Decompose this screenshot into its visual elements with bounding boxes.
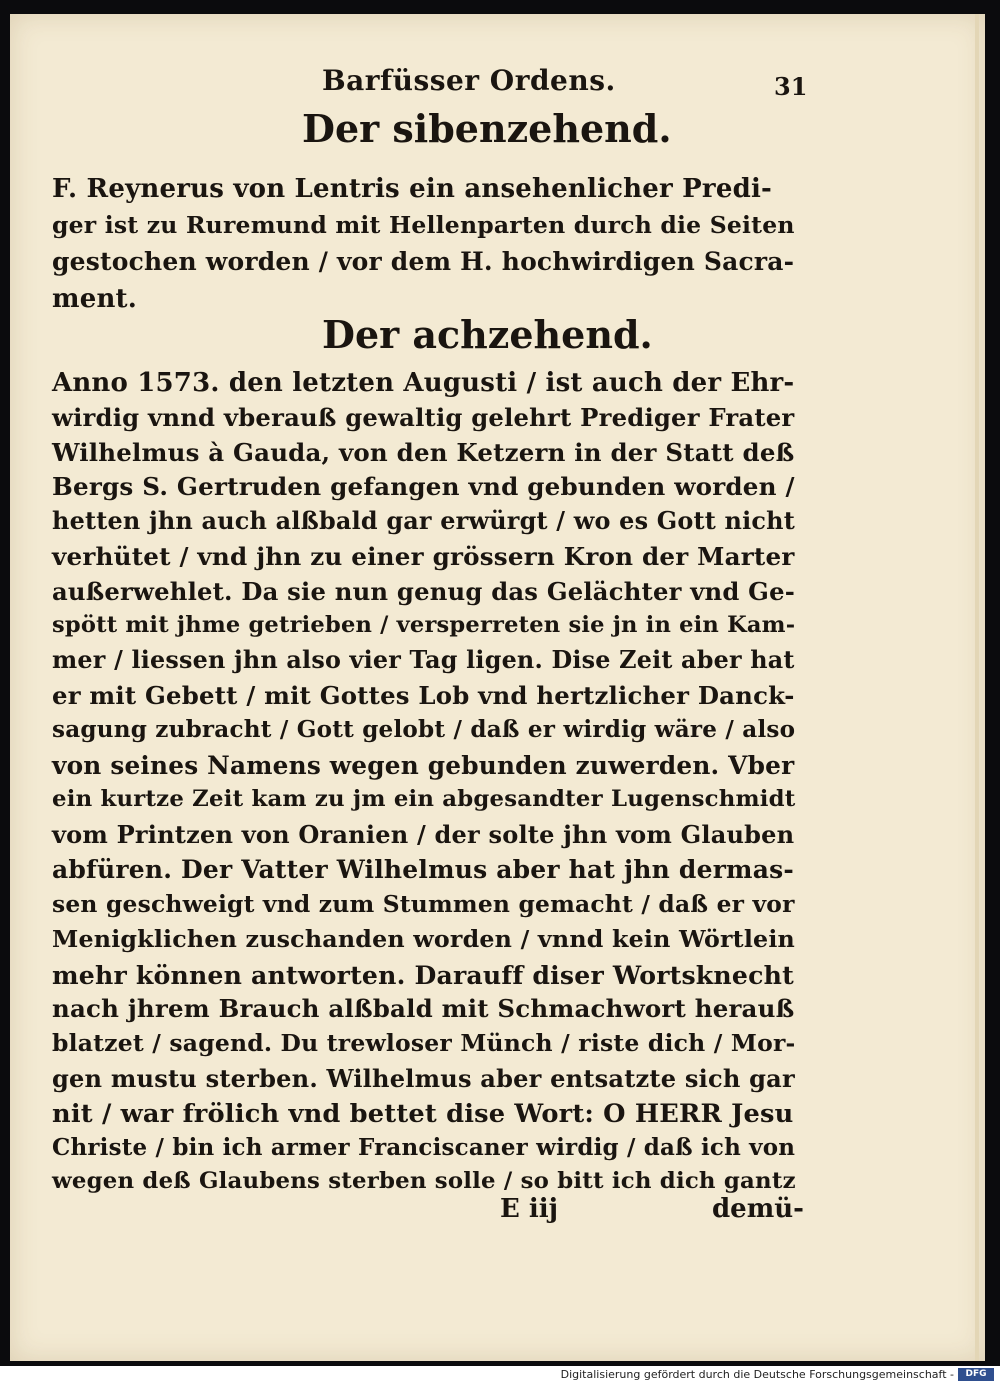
text-line: ment.	[52, 284, 138, 315]
text-line: von seines Namens wegen gebunden zuwerden. Vber	[52, 750, 795, 780]
text-line: er mit Gebett / mit Gottes Lob vnd hertzlicher Danck-	[52, 681, 795, 711]
page-number: 31	[774, 72, 808, 101]
text-line: ein kurtze Zeit kam zu jm ein abgesandter Lugenschmidt	[52, 785, 796, 812]
text-line: hetten jhn auch alßbald gar erwürgt / wo es Gott nicht	[52, 507, 795, 536]
signature-mark: E iij	[500, 1194, 559, 1224]
text-line: wegen deß Glaubens sterben solle / so bitt ich dich gantz	[52, 1168, 796, 1195]
text-line: sagung zubracht / Gott gelobt / daß er wirdig wäre / also	[52, 716, 796, 743]
running-head: Barfüsser Ordens.	[322, 64, 616, 97]
text-line: Wilhelmus à Gauda, von den Ketzern in der Statt deß	[52, 437, 795, 467]
text-line: wirdig vnnd vberauß gewaltig gelehrt Prediger Frater	[52, 402, 795, 432]
text-line: vom Printzen von Oranien / der solte jhn vom Glauben	[52, 820, 795, 850]
text-line: mehr können antworten. Darauff diser Wortsknecht	[52, 959, 794, 990]
text-line: nach jhrem Brauch alßbald mit Schmachwort herauß	[52, 994, 795, 1024]
book-page	[10, 14, 985, 1361]
text-line: gen mustu sterben. Wilhelmus aber entsatzte sich gar	[52, 1064, 795, 1093]
page-footer	[52, 1194, 812, 1230]
text-line: gestochen worden / vor dem H. hochwirdigen Sacra-	[52, 247, 795, 277]
text-line: ger ist zu Ruremund mit Hellenparten durch die Seiten	[52, 210, 795, 239]
text-line: abfüren. Der Vatter Wilhelmus aber hat jhn dermas-	[52, 855, 794, 885]
text-line: außerwehlet. Da sie nun genug das Gelächter vnd Ge-	[52, 576, 796, 606]
credit-bar	[0, 1366, 1000, 1384]
text-line: Christe / bin ich armer Franciscaner wirdig / daß ich von	[52, 1133, 796, 1161]
text-line: nit / war frölich vnd bettet dise Wort: O HERR Jesu	[52, 1098, 794, 1129]
page-edge	[975, 14, 979, 1361]
text-line: F. Reynerus von Lentris ein ansehenlicher Predi-	[52, 174, 773, 204]
text-line: sen geschweigt vnd zum Stummen gemacht / daß er vor	[52, 890, 795, 918]
section-heading: Der achzehend.	[322, 312, 653, 357]
credit-text: Digitalisierung gefördert durch die Deutsche Forschungsgemeinschaft -	[560, 1368, 954, 1381]
text-line: Anno 1573. den letzten Augusti / ist auch der Ehr-	[52, 368, 795, 398]
text-line: Bergs S. Gertruden gefangen vnd gebunden worden /	[52, 472, 795, 502]
text-line: Menigklichen zuschanden worden / vnnd kein Wörtlein	[52, 924, 795, 953]
text-line: spött mit jhme getrieben / versperreten sie jn in ein Kam-	[52, 611, 796, 638]
section-heading: Der sibenzehend.	[302, 106, 672, 151]
catchword: demü-	[712, 1194, 804, 1224]
text-line: verhütet / vnd jhn zu einer grössern Kron der Marter	[52, 542, 795, 571]
text-line: blatzet / sagend. Du trewloser Münch / riste dich / Mor-	[52, 1029, 796, 1058]
text-line: mer / liessen jhn also vier Tag ligen. Dise Zeit aber hat	[52, 646, 795, 675]
dfg-logo-icon: DFG	[958, 1368, 994, 1381]
